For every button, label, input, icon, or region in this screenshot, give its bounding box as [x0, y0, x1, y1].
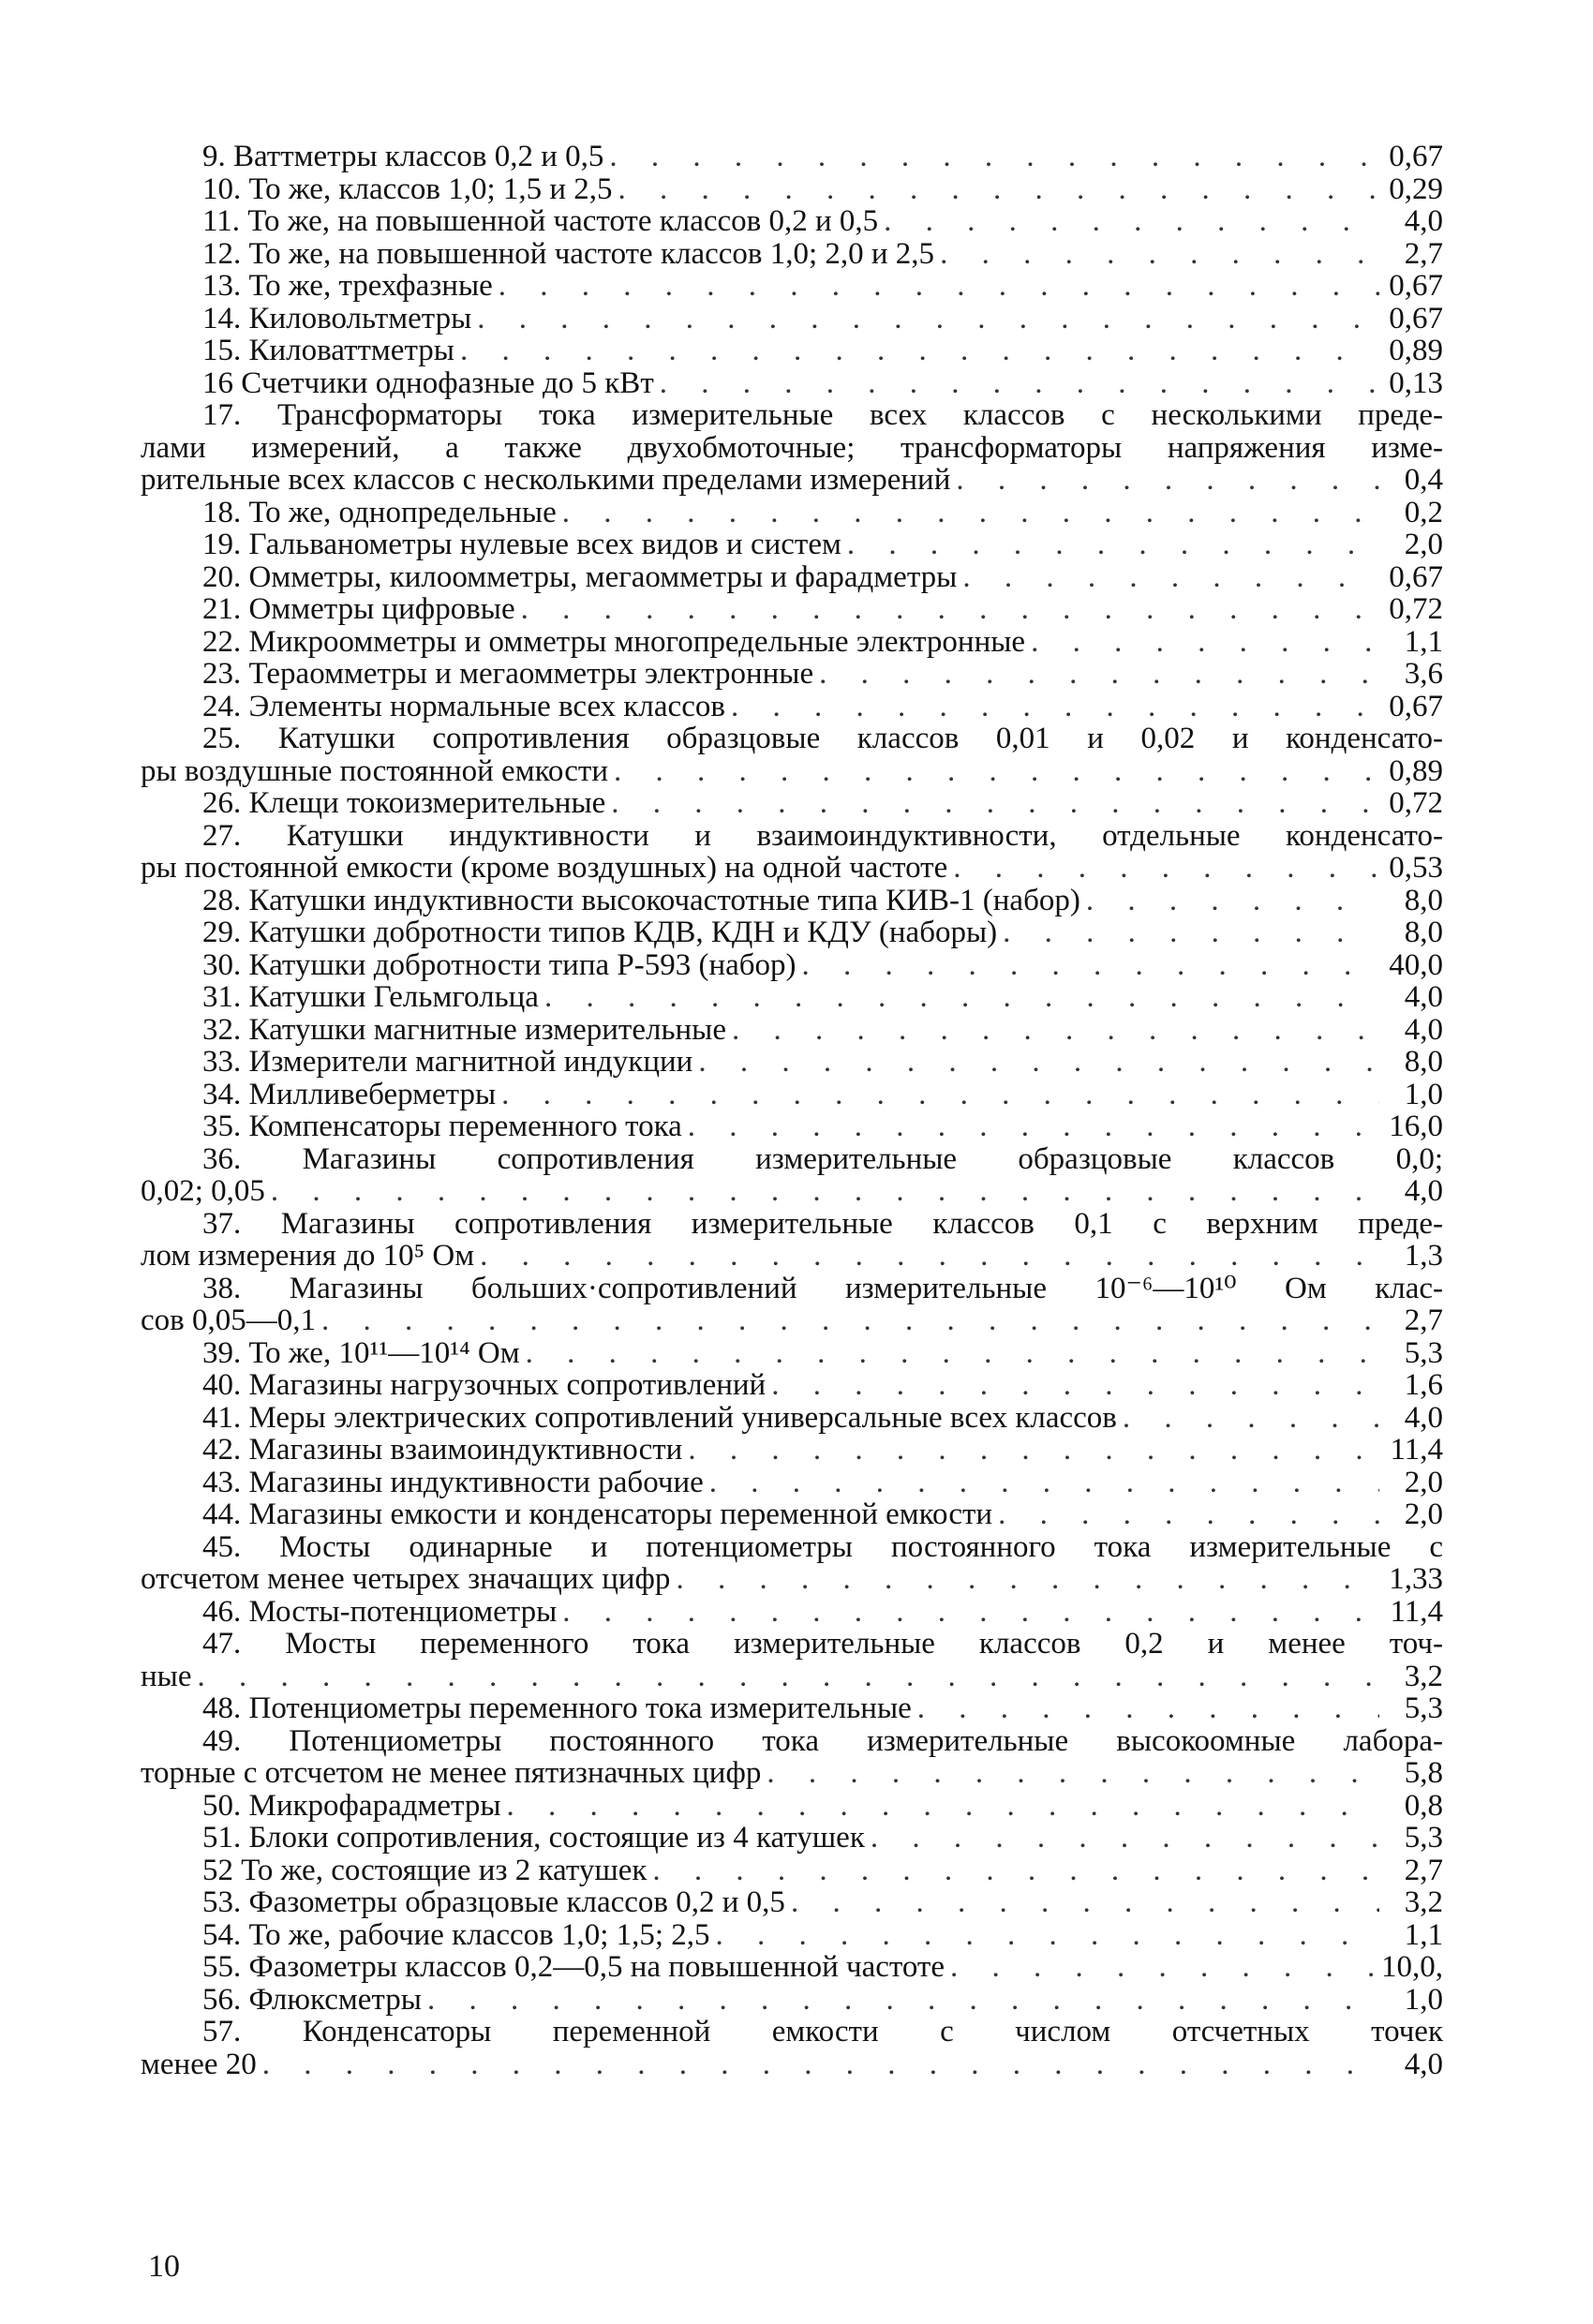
entry-text: 0,02; 0,05 [141, 1174, 265, 1208]
entry-last-line [141, 852, 1443, 885]
dot-leader [611, 787, 1379, 820]
entry-value: 4,0 [1404, 1400, 1443, 1435]
entry-text-line: 25. Катушки сопротивления образцовые классов 0,01 и 0,02 и конденсато- [202, 722, 1443, 755]
list-item [141, 497, 1443, 529]
entry-value: 0,4 [1404, 463, 1443, 497]
entry-text: 14. Киловольтметры [202, 301, 472, 335]
entry-text: 50. Микрофарадметры [202, 1788, 501, 1823]
list-item [141, 173, 1443, 206]
entry-text: 30. Катушки добротности типа Р-593 (набор) [202, 947, 796, 982]
entry-last-line [141, 1822, 1443, 1855]
entry-text: ры постоянной емкости (кроме воздушных) на одной частоте [141, 851, 948, 885]
entry-last-line [141, 1984, 1443, 2017]
entry-text: 11. То же, на повышенной частоте классов 0,2 и 0,5 [202, 204, 879, 238]
dot-leader [802, 949, 1379, 982]
entry-value: 1,1 [1404, 1917, 1443, 1952]
entry-text: 26. Клещи токоизмерительные [202, 786, 606, 820]
dot-leader [271, 1175, 1379, 1208]
dot-leader [998, 1498, 1379, 1531]
entry-last-line [141, 981, 1443, 1014]
entry-text: 18. То же, однопредельные [202, 495, 557, 529]
entry-value: 8,0 [1404, 916, 1443, 949]
list-item [141, 205, 1443, 238]
document-page [141, 141, 1443, 2080]
entry-text-line: 45. Мосты одинарные и потенциометры постоянного тока измерительные с [202, 1529, 1443, 1564]
dot-leader [562, 497, 1379, 529]
entry-text-line: 27. Катушки индуктивности и взаимоиндуктивности, отдельные конденсато- [202, 818, 1443, 853]
list-item [141, 787, 1443, 820]
dot-leader [791, 1886, 1379, 1919]
dot-leader [321, 1304, 1379, 1337]
entry-last-line [141, 1855, 1443, 1887]
entry-last-line [141, 1498, 1443, 1531]
dot-leader [1086, 885, 1379, 917]
list-item [141, 1596, 1443, 1629]
entry-text: 41. Меры электрических сопротивлений универсальные всех классов [202, 1400, 1117, 1435]
entry-last-line [141, 916, 1443, 949]
entry-text: отсчетом менее четырех значащих цифр [141, 1562, 671, 1596]
list-item [141, 1790, 1443, 1823]
entry-last-line [141, 1079, 1443, 1111]
list-item [141, 1984, 1443, 2017]
entry-text: 54. То же, рабочие классов 1,0; 1,5; 2,5 [202, 1917, 710, 1952]
dot-leader [660, 367, 1379, 400]
entry-value: 3,2 [1404, 1659, 1443, 1693]
dot-leader [499, 270, 1379, 303]
entry-text: 35. Компенсаторы переменного тока [202, 1110, 682, 1143]
entry-last-line [141, 1951, 1443, 1984]
entry-text: 19. Гальванометры нулевые всех видов и систем [202, 528, 841, 561]
dot-leader [526, 1337, 1379, 1370]
entry-value: 2,0 [1404, 1497, 1443, 1531]
entry-text: 24. Элементы нормальные всех классов [202, 689, 725, 723]
list-item [141, 1822, 1443, 1855]
entry-text: рительные всех классов с несколькими пределами измерений [141, 463, 951, 497]
entry-value: 0,53 [1389, 851, 1443, 885]
list-item [141, 1498, 1443, 1531]
entry-value: 4,0 [1404, 1174, 1443, 1208]
entry-value: 5,3 [1404, 1821, 1443, 1855]
dot-leader [731, 691, 1379, 723]
entry-text: 10. То же, классов 1,0; 1,5 и 2,5 [202, 171, 613, 206]
entry-text: 34. Милливеберметры [202, 1077, 497, 1111]
entry-last-line [141, 561, 1443, 594]
list-item [141, 367, 1443, 400]
entry-text: 13. То же, трехфазные [202, 269, 493, 303]
entry-text: 52 То же, состоящие из 2 катушек [202, 1853, 648, 1887]
entry-value: 0,8 [1404, 1788, 1443, 1823]
entry-text-line: 37. Магазины сопротивления измерительные классов 0,1 с верхним преде- [202, 1206, 1443, 1241]
entry-value: 0,72 [1389, 786, 1443, 820]
dot-leader [953, 852, 1379, 885]
list-item [141, 593, 1443, 626]
entry-last-line [141, 885, 1443, 917]
dot-leader [884, 205, 1379, 238]
list-item [141, 1919, 1443, 1952]
entry-text: 12. То же, на повышенной частоте классов 1,0; 2,0 и 2,5 [202, 236, 935, 271]
dot-leader [507, 1790, 1379, 1823]
dot-leader [1031, 626, 1379, 659]
dot-leader [956, 464, 1379, 497]
list-item [141, 1110, 1443, 1143]
list-item [141, 916, 1443, 949]
entry-value: 0,89 [1389, 334, 1443, 367]
list-item [141, 1143, 1443, 1208]
entry-value: 11,4 [1390, 1594, 1443, 1629]
entry-value: 4,0 [1404, 980, 1443, 1014]
dot-leader [950, 1951, 1376, 1984]
list-item [141, 1273, 1443, 1337]
entry-text: 31. Катушки Гельмгольца [202, 980, 539, 1014]
entry-last-line [141, 335, 1443, 367]
entry-text: 55. Фазометры классов 0,2—0,5 на повышенной частоте [202, 1950, 945, 1984]
entry-text-line: 17. Трансформаторы тока измерительные всех классов с несколькими преде- [202, 398, 1443, 432]
dot-leader [480, 1240, 1379, 1273]
entry-value: 3,2 [1404, 1885, 1443, 1919]
list-item [141, 335, 1443, 367]
entry-last-line [141, 1304, 1443, 1337]
dot-leader [1003, 916, 1379, 949]
entry-text-line: 36. Магазины сопротивления измерительные образцовые классов 0,0; [202, 1141, 1443, 1176]
list-item [141, 1014, 1443, 1047]
dot-leader [709, 1467, 1379, 1499]
dot-leader [688, 1110, 1379, 1143]
dot-leader [917, 1692, 1379, 1725]
entry-text: 44. Магазины емкости и конденсаторы переменной емкости [202, 1497, 993, 1531]
entry-last-line [141, 205, 1443, 238]
entry-last-line [141, 141, 1443, 173]
list-item [141, 399, 1443, 497]
entry-value: 0,67 [1389, 140, 1443, 173]
entry-last-line [141, 1337, 1443, 1370]
entry-last-line [141, 755, 1443, 788]
entry-last-line [141, 173, 1443, 206]
entry-last-line [141, 529, 1443, 561]
entry-text: 51. Блоки сопротивления, состоящие из 4 катушек [202, 1821, 865, 1855]
list-item [141, 691, 1443, 723]
entry-last-line [141, 367, 1443, 400]
entry-text: 48. Потенциометры переменного тока измерительные [202, 1691, 912, 1725]
entry-text: 42. Магазины взаимоиндуктивности [202, 1433, 683, 1467]
entry-last-line [141, 270, 1443, 303]
entry-value: 10,0, [1381, 1950, 1443, 1984]
entry-text-line: лами измерений, а также двухобмоточные; трансформаторы напряжения изме- [141, 430, 1443, 465]
dot-leader [614, 755, 1379, 788]
entry-value: 11,4 [1390, 1433, 1443, 1467]
dot-leader [698, 1046, 1379, 1079]
entry-text: ры воздушные постоянной емкости [141, 753, 608, 788]
entry-text: 39. То же, 10¹¹—10¹⁴ Ом [202, 1335, 520, 1370]
list-item [141, 1337, 1443, 1370]
entry-last-line [141, 1467, 1443, 1499]
list-item [141, 1951, 1443, 1984]
dot-leader [1123, 1402, 1379, 1435]
list-item [141, 949, 1443, 982]
entry-last-line [141, 2048, 1443, 2081]
entry-last-line [141, 1046, 1443, 1079]
entry-value: 0,29 [1389, 171, 1443, 206]
entry-text: 46. Мосты-потенциометры [202, 1594, 558, 1629]
entry-text: 16 Счетчики однофазные до 5 кВт [202, 365, 654, 400]
entry-text: 22. Микроомметры и омметры многопредельные электронные [202, 624, 1026, 659]
entry-text: 28. Катушки индуктивности высокочастотные типа КИВ-1 (набор) [202, 883, 1080, 917]
entry-value: 0,67 [1389, 269, 1443, 303]
entry-text-line: 49. Потенциометры постоянного тока измерительные высокоомные лабора- [202, 1723, 1443, 1758]
entry-value: 5,3 [1404, 1335, 1443, 1370]
list-item [141, 1886, 1443, 1919]
dot-leader [732, 1014, 1379, 1047]
dot-leader [871, 1822, 1379, 1855]
entry-value: 4,0 [1404, 204, 1443, 238]
list-item [141, 820, 1443, 885]
entry-text-line: 57. Конденсаторы переменной емкости с числом отсчетных точек [202, 2015, 1443, 2048]
entry-text: 43. Магазины индуктивности рабочие [202, 1465, 704, 1499]
list-item [141, 1079, 1443, 1111]
entry-last-line [141, 303, 1443, 335]
list-item [141, 1628, 1443, 1692]
entry-value: 5,8 [1404, 1756, 1443, 1790]
entry-value: 1,0 [1404, 1077, 1443, 1111]
list-item [141, 1046, 1443, 1079]
entry-value: 0,67 [1389, 689, 1443, 723]
dot-leader [767, 1757, 1379, 1790]
entry-text-line: 38. Магазины больших·сопротивлений измерительные 10⁻⁶—10¹⁰ Ом клас- [202, 1271, 1443, 1305]
entry-text: 20. Омметры, килоомметры, мегаомметры и фарадметры [202, 559, 958, 594]
entry-value: 0,67 [1389, 301, 1443, 335]
entry-last-line [141, 593, 1443, 626]
entry-value: 0,72 [1389, 592, 1443, 626]
entry-text: 29. Катушки добротности типов КДВ, КДН и КДУ (наборы) [202, 916, 998, 949]
entry-last-line [141, 464, 1443, 497]
entry-value: 2,0 [1404, 528, 1443, 561]
entry-value: 8,0 [1404, 1045, 1443, 1079]
list-item [141, 1208, 1443, 1273]
entry-value: 16,0 [1389, 1110, 1443, 1143]
entry-last-line [141, 691, 1443, 723]
entry-last-line [141, 1886, 1443, 1919]
entry-last-line [141, 1240, 1443, 1273]
entry-text: лом измерения до 10⁵ Ом [141, 1239, 475, 1273]
entry-last-line [141, 1692, 1443, 1725]
dot-leader [676, 1563, 1379, 1596]
list-item [141, 1692, 1443, 1725]
list-item [141, 270, 1443, 303]
entry-text: 53. Фазометры образцовые классов 0,2 и 0,5 [202, 1885, 785, 1919]
entry-value: 0,67 [1389, 559, 1443, 594]
list-item [141, 723, 1443, 787]
dot-leader [771, 1369, 1379, 1402]
entry-last-line [141, 1790, 1443, 1823]
entry-value: 4,0 [1404, 1012, 1443, 1047]
dot-leader [544, 981, 1379, 1014]
entry-last-line [141, 1175, 1443, 1208]
dot-leader [197, 1661, 1379, 1693]
entry-text: 15. Киловаттметры [202, 334, 454, 367]
entry-value: 1,0 [1404, 1982, 1443, 2017]
list-item [141, 1531, 1443, 1596]
entry-last-line [141, 658, 1443, 691]
entry-value: 2,7 [1404, 1304, 1443, 1337]
entry-last-line [141, 1563, 1443, 1596]
entry-last-line [141, 1434, 1443, 1467]
dot-leader [716, 1919, 1379, 1952]
entry-text: 56. Флюксметры [202, 1982, 422, 2017]
dot-leader [609, 141, 1379, 173]
entry-last-line [141, 1110, 1443, 1143]
entry-text: 40. Магазины нагрузочных сопротивлений [202, 1368, 767, 1402]
entry-text: 32. Катушки магнитные измерительные [202, 1012, 727, 1047]
entry-value: 0,2 [1404, 495, 1443, 529]
list-item [141, 1402, 1443, 1435]
list-item [141, 626, 1443, 659]
entry-text: менее 20 [141, 2047, 257, 2081]
entry-last-line [141, 1919, 1443, 1952]
entry-text: 23. Тераомметры и мегаомметры электронные [202, 657, 814, 691]
dot-leader [427, 1984, 1379, 2017]
dot-leader [477, 303, 1379, 335]
list-item [141, 141, 1443, 173]
list-item [141, 885, 1443, 917]
entry-last-line [141, 1757, 1443, 1790]
entry-text: ные [141, 1659, 192, 1693]
entry-last-line [141, 1014, 1443, 1047]
dot-leader [618, 173, 1379, 206]
entry-value: 2,7 [1404, 1853, 1443, 1887]
entry-value: 3,6 [1404, 657, 1443, 691]
entry-last-line [141, 1661, 1443, 1693]
dot-leader [819, 658, 1379, 691]
dot-leader [940, 238, 1379, 271]
entry-last-line [141, 238, 1443, 271]
entry-value: 40,0 [1389, 947, 1443, 982]
entry-last-line [141, 497, 1443, 529]
entry-last-line [141, 949, 1443, 982]
entry-text-line: 47. Мосты переменного тока измерительные классов 0,2 и менее точ- [202, 1627, 1443, 1661]
list-item [141, 981, 1443, 1014]
list-item [141, 1434, 1443, 1467]
dot-leader [501, 1079, 1379, 1111]
entry-value: 1,3 [1404, 1239, 1443, 1273]
dot-leader [521, 593, 1379, 626]
dot-leader [962, 561, 1379, 594]
entry-text: 33. Измерители магнитной индукции [202, 1045, 693, 1079]
page-number: 10 [148, 2249, 180, 2284]
list-item [141, 1467, 1443, 1499]
entry-value: 0,89 [1389, 753, 1443, 788]
list-item [141, 561, 1443, 594]
list-item [141, 2016, 1443, 2080]
entry-text: 9. Ваттметры классов 0,2 и 0,5 [202, 140, 604, 173]
entry-value: 8,0 [1404, 883, 1443, 917]
entry-last-line [141, 1596, 1443, 1629]
dot-leader [847, 529, 1379, 561]
entry-text: 21. Омметры цифровые [202, 592, 515, 626]
entry-last-line [141, 787, 1443, 820]
entry-value: 0,13 [1389, 365, 1443, 400]
dot-leader [688, 1434, 1379, 1467]
entry-value: 1,1 [1404, 624, 1443, 659]
entry-last-line [141, 1369, 1443, 1402]
dot-leader [562, 1596, 1379, 1629]
list-item [141, 1855, 1443, 1887]
list-item [141, 303, 1443, 335]
list-item [141, 1725, 1443, 1790]
dot-leader [652, 1855, 1379, 1887]
dot-leader [460, 335, 1379, 367]
entry-last-line [141, 626, 1443, 659]
dot-leader [262, 2048, 1379, 2081]
list-item [141, 238, 1443, 271]
entry-value: 2,0 [1404, 1465, 1443, 1499]
entry-value: 1,6 [1404, 1368, 1443, 1402]
entry-last-line [141, 1402, 1443, 1435]
list-item [141, 1369, 1443, 1402]
list-item [141, 529, 1443, 561]
entry-value: 5,3 [1404, 1691, 1443, 1725]
entry-text: торные с отсчетом не менее пятизначных цифр [141, 1756, 762, 1790]
list-item [141, 658, 1443, 691]
entry-value: 4,0 [1404, 2047, 1443, 2081]
entry-value: 2,7 [1404, 236, 1443, 271]
entry-text: сов 0,05—0,1 [141, 1304, 316, 1337]
entry-value: 1,33 [1389, 1562, 1443, 1596]
